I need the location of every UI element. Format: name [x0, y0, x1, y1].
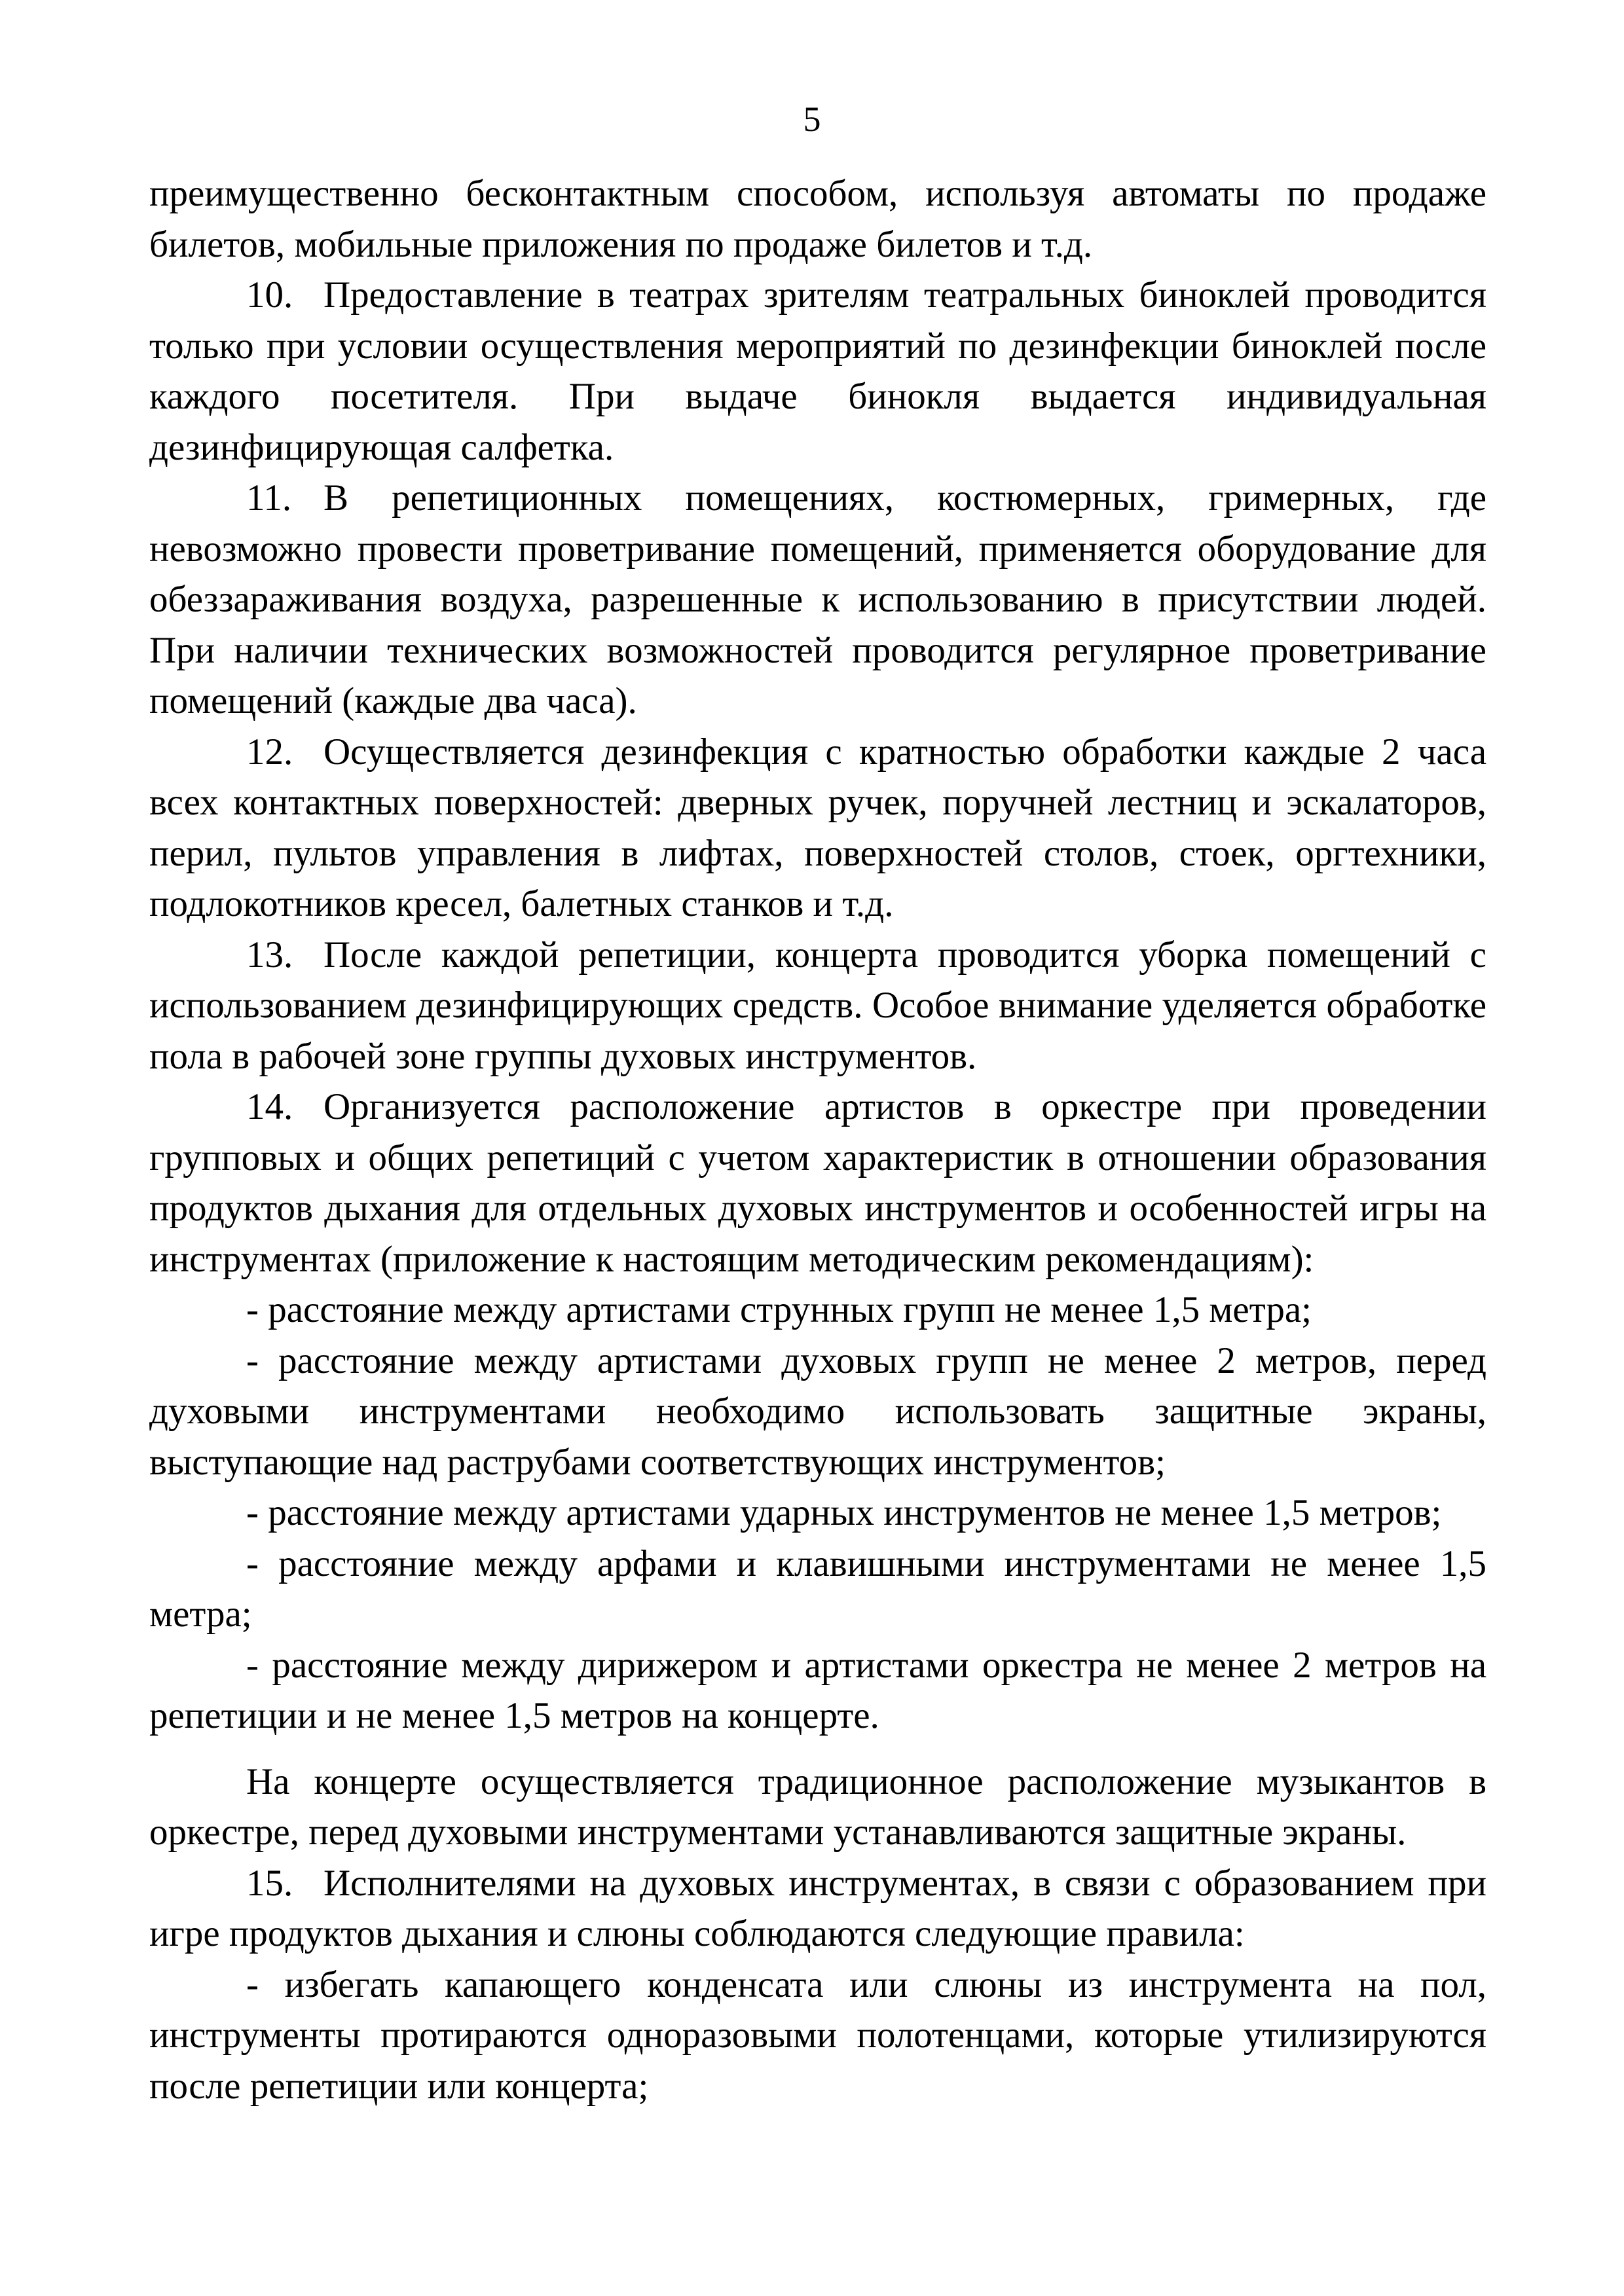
- paragraph-12: [149, 727, 1486, 930]
- paragraph-number: 10.: [246, 274, 293, 316]
- list-item: [149, 1959, 1486, 2112]
- paragraph-13: [149, 930, 1486, 1082]
- paragraph-text: преимущественно бесконтактным способом, используя автоматы по продаже билетов, мобильные приложения по продаже билетов и т.д.: [149, 173, 1486, 265]
- paragraph-continuation: [149, 168, 1486, 270]
- paragraph-text: Осуществляется дезинфекция с кратностью обработки каждые 2 часа всех контактных поверхностей: дверных ручек, поручней лестниц и эскалаторов, перил, пультов управления в лифтах, поверхностей столов, стоек, оргтехники, подлокотников кресел, балетных станков и т.д.: [149, 731, 1486, 924]
- page-number: 5: [803, 100, 821, 139]
- paragraph-number: 13.: [246, 934, 293, 975]
- paragraph-14: [149, 1082, 1486, 1285]
- paragraph-number: 11.: [246, 477, 292, 519]
- list-item: [149, 1285, 1486, 1336]
- paragraph-text: После каждой репетиции, концерта проводится уборка помещений с использованием дезинфицирующих средств. Особое внимание уделяется обработке пола в рабочей зоне группы духовых инструментов.: [149, 934, 1486, 1077]
- list-item: [149, 1640, 1486, 1741]
- list-item: [149, 1336, 1486, 1488]
- paragraph-text: Предоставление в театрах зрителям театральных биноклей проводится только при условии осуществления мероприятий по дезинфекции биноклей после каждого посетителя. При выдаче бинокля выдается индивидуальная дезинфицирующая салфетка.: [149, 274, 1486, 468]
- paragraph-number: 14.: [246, 1086, 293, 1127]
- list-item-text: - расстояние между арфами и клавишными инструментами не менее 1,5 метра;: [149, 1542, 1486, 1635]
- paragraph-15: [149, 1858, 1486, 1959]
- paragraph-number: 12.: [246, 731, 293, 773]
- list-item: [149, 1487, 1486, 1539]
- paragraph-text: В репетиционных помещениях, костюмерных, гримерных, где невозможно провести проветривание помещений, применяется оборудование для обеззараживания воздуха, разрешенные к использованию в присутствии людей. При наличии технических возможностей проводится регулярное проветривание помещений (каждые два часа).: [149, 477, 1486, 721]
- paragraph-10: [149, 270, 1486, 473]
- paragraph-number: 15.: [246, 1862, 293, 1904]
- list-item-text: - расстояние между артистами духовых групп не менее 2 метров, перед духовыми инструментами необходимо использовать защитные экраны, выступающие над раструбами соответствующих инструментов;: [149, 1339, 1486, 1483]
- paragraph-text: На концерте осуществляется традиционное расположение музыкантов в оркестре, перед духовыми инструментами устанавливаются защитные экраны.: [149, 1760, 1486, 1853]
- list-item: [149, 1539, 1486, 1640]
- paragraph-11: [149, 473, 1486, 727]
- list-item-text: - расстояние между артистами струнных групп не менее 1,5 метра;: [246, 1289, 1312, 1330]
- list-item-text: - расстояние между дирижером и артистами оркестра не менее 2 метров на репетиции и не менее 1,5 метров на концерте.: [149, 1644, 1486, 1736]
- document-body: [149, 168, 1486, 2111]
- paragraph-text: Исполнителями на духовых инструментах, в связи с образованием при игре продуктов дыхания и слюны соблюдаются следующие правила:: [149, 1862, 1486, 1954]
- list-item-text: - избегать капающего конденсата или слюны из инструмента на пол, инструменты протираются одноразовыми полотенцами, которые утилизируются после репетиции или концерта;: [149, 1963, 1486, 2107]
- list-item-text: - расстояние между артистами ударных инструментов не менее 1,5 метров;: [246, 1492, 1442, 1533]
- paragraph-text: Организуется расположение артистов в оркестре при проведении групповых и общих репетиций с учетом характеристик в отношении образования продуктов дыхания для отдельных духовых инструментов и особенностей игры на инструментах (приложение к настоящим методическим рекомендациям):: [149, 1086, 1486, 1280]
- paragraph-concert: [149, 1757, 1486, 1858]
